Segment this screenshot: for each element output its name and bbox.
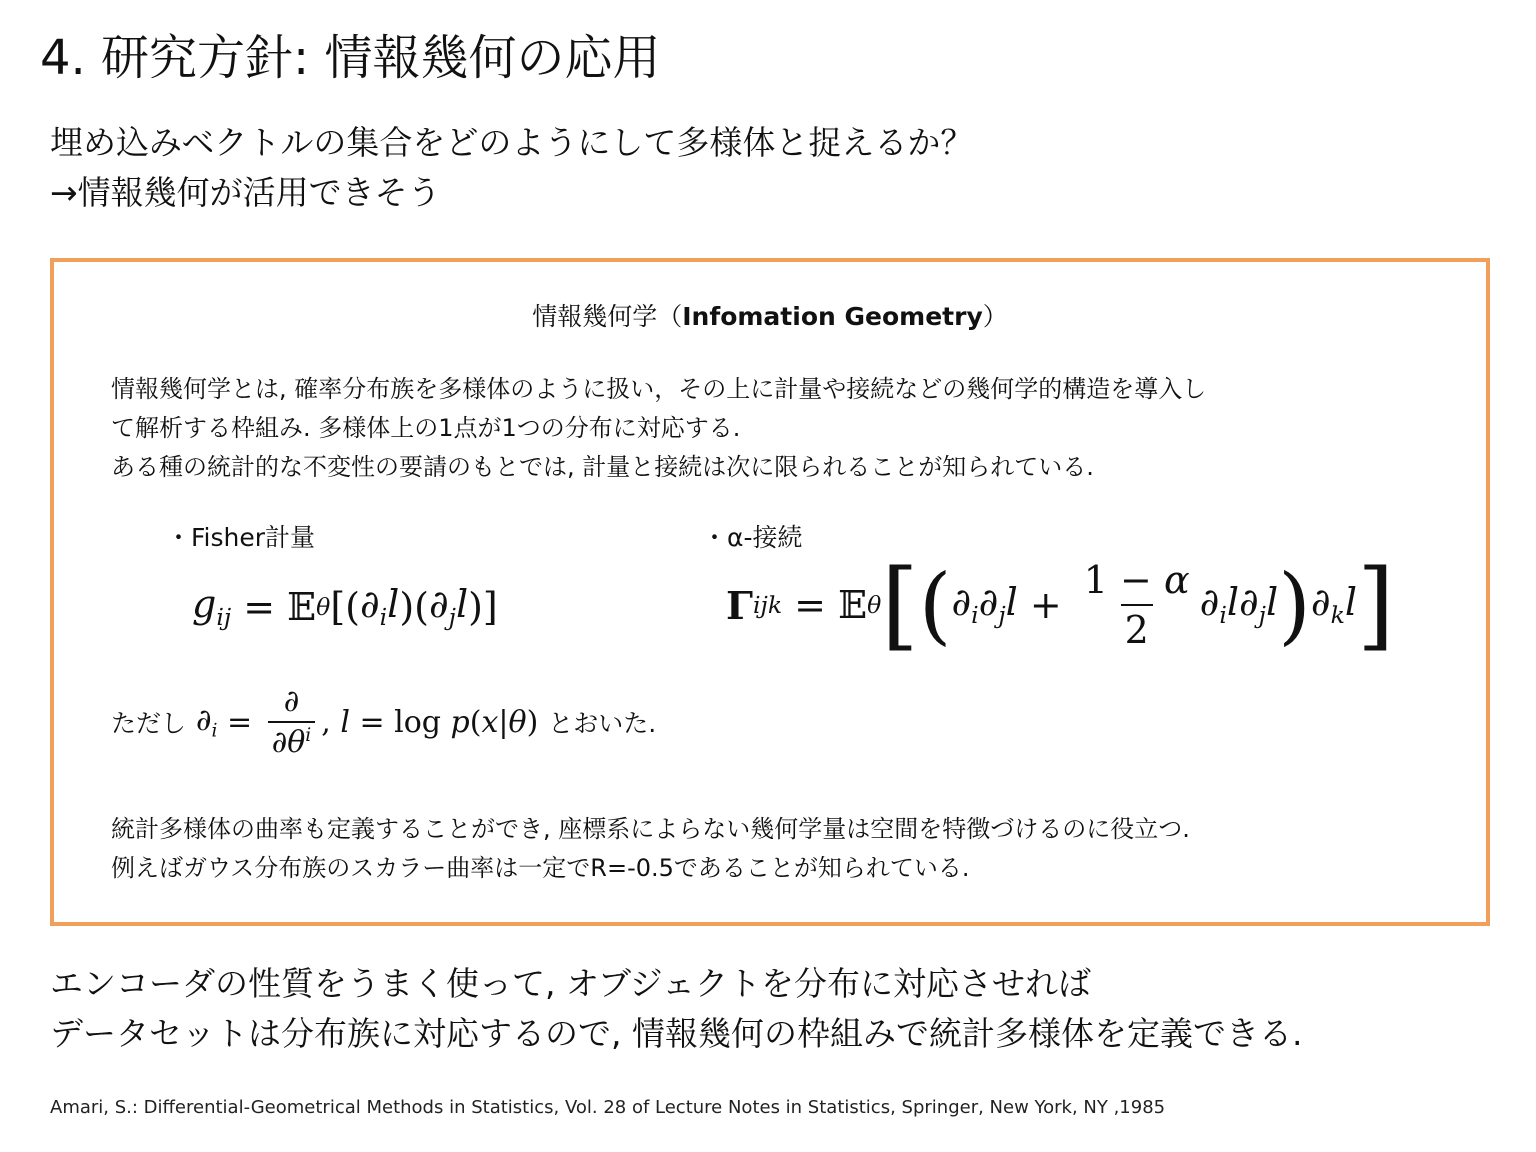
box-title-prefix: 情報幾何学（ (532, 302, 683, 331)
research-question: 埋め込みベクトルの集合をどのようにして多様体と捉えるか？ (50, 123, 974, 162)
fisher-metric-label: ・Fisher計量 (166, 523, 316, 552)
notation-suffix: とおいた. (548, 709, 657, 739)
notation-formula: $\partial_i$ = $\frac{\partial}{\partial\theta^i}$ , l = log p ( x | θ ) (196, 684, 539, 761)
notation-line (111, 684, 656, 760)
alpha-connection-label: ・α-接続 (702, 523, 803, 552)
conclusion-line-2: データセットは分布族に対応するので, 情報幾何の枠組みで統計多様体を定義できる. (50, 1014, 1303, 1053)
fisher-metric-equation: $g_{ij}$ = 𝔼 θ [( $\partial_il$ )( $\partial_jl$ )] (192, 582, 498, 632)
conclusion-line-1: エンコーダの性質をうまく使って, オブジェクトを分布に対応させれば (50, 964, 1092, 1003)
definition-line-1: 情報幾何学とは, 確率分布族を多様体のように扱い，その上に計量や接続などの幾何学的構造を導入し (111, 375, 1207, 403)
definition-line-2: て解析する枠組み. 多様体上の1点が1つの分布に対応する. (111, 414, 741, 442)
box-title-bold: Infomation Geometry (682, 302, 983, 331)
notation-prefix: ただし (111, 709, 187, 739)
page-title: 4. 研究方針: 情報幾何の応用 (40, 30, 661, 86)
definition-line-3: ある種の統計的な不変性の要請のもとでは, 計量と接続は次に限られることが知られている. (111, 453, 1094, 481)
curvature-line-2: 例えばガウス分布族のスカラー曲率は一定でR=-0.5であることが知られている. (111, 854, 970, 882)
information-geometry-box (50, 258, 1490, 926)
box-title-suffix: ） (982, 302, 1008, 331)
box-title (54, 300, 1486, 334)
alpha-connection-equation: Γ ijk = 𝔼 θ [ ( $\partial_i\partial_jl$ + $\frac{1 - \alpha}{2}$ $\partial_il\partial_jl$ ) $\partial_kl$ ] (726, 549, 1395, 661)
reference-citation: Amari, S.: Differential-Geometrical Methods in Statistics, Vol. 28 of Lecture Notes in Statistics, Springer, New York, NY ,1985 (50, 1097, 1166, 1118)
curvature-line-1: 統計多様体の曲率も定義することができ, 座標系によらない幾何学量は空間を特徴づけるのに役立つ. (111, 815, 1190, 843)
research-answer: →情報幾何が活用できそう (50, 173, 441, 212)
